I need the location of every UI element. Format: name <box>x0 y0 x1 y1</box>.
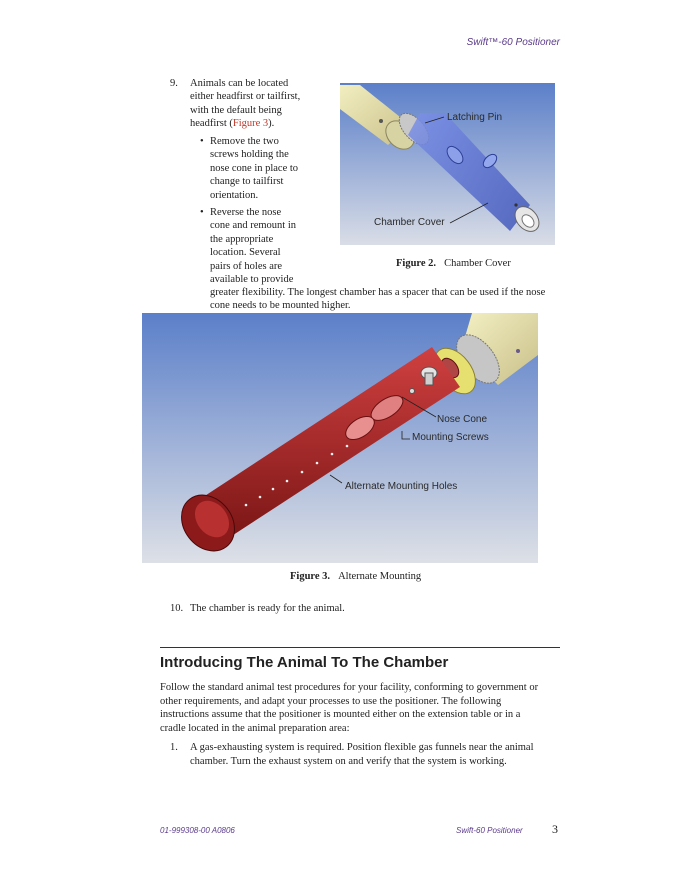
paragraph-line: other requirements, and adapt your processes to use the positioner. The following <box>160 695 502 707</box>
bullet-line: pairs of holes are <box>210 260 283 272</box>
label-alternate-mounting-holes: Alternate Mounting Holes <box>345 481 458 492</box>
label-mounting-screws: Mounting Screws <box>412 432 489 443</box>
bullet-marker: • <box>200 136 204 147</box>
section-divider <box>160 647 560 648</box>
section-title: Introducing The Animal To The Chamber <box>160 654 449 671</box>
paragraph-line: instructions assume that the positioner is mounted either on the extension table or in a <box>160 709 521 721</box>
bullet-line: cone and remount in <box>210 220 297 232</box>
alternate-mounting-illustration <box>142 313 538 563</box>
bullet-line: available to provide <box>210 274 294 286</box>
step-line: chamber. Turn the exhaust system on and verify that the system is working. <box>190 756 507 767</box>
figure-3-caption <box>290 571 421 582</box>
label-nose-cone: Nose Cone <box>437 414 488 425</box>
footer-doc-number: 01-999308-00 A0806 <box>160 826 235 835</box>
bullet-line: screws holding the <box>210 149 289 161</box>
bullet-line: change to tailfirst <box>210 176 284 188</box>
bullet-marker: • <box>200 207 204 218</box>
running-header: Swift™-60 Positioner <box>466 37 560 48</box>
figure-number: Figure 3. <box>290 571 331 582</box>
label-chamber-cover: Chamber Cover <box>374 217 445 228</box>
section-paragraph <box>160 681 562 735</box>
step-line: A gas-exhausting system is required. Position flexible gas funnels near the animal <box>190 742 534 753</box>
paragraph-line: Follow the standard animal test procedures for your facility, conforming to government or <box>160 682 539 693</box>
figure-2-image <box>340 83 555 245</box>
bullet-line: greater flexibility. The longest chamber has a spacer that can be used if the nose <box>210 287 546 298</box>
bullet-line: location. Several <box>210 247 281 259</box>
page-number: 3 <box>552 822 558 836</box>
figure-3-link[interactable]: Figure 3 <box>232 118 269 130</box>
step-line: Animals can be located <box>190 78 289 89</box>
figure-2-caption <box>396 258 511 269</box>
figure-3-image <box>142 313 538 563</box>
bullet-line: orientation. <box>210 189 259 201</box>
step-line: with the default being <box>190 104 282 116</box>
bullet-line: Remove the two <box>210 136 279 147</box>
step-line: headfirst (Figure 3). <box>190 118 275 130</box>
step-text: The chamber is ready for the animal. <box>190 603 345 614</box>
step-number: 9. <box>170 78 178 89</box>
figure-number: Figure 2. <box>396 258 437 269</box>
bullet-line: Reverse the nose <box>210 207 282 218</box>
step-number: 1. <box>170 742 178 753</box>
label-latching-pin: Latching Pin <box>447 112 503 123</box>
paragraph-line: cradle located in the animal preparation area: <box>160 722 350 734</box>
step-number: 10. <box>170 603 184 614</box>
figure-title: Alternate Mounting <box>338 571 422 582</box>
bullet-line: nose cone in place to <box>210 162 299 174</box>
figure-title: Chamber Cover <box>444 258 511 269</box>
step-line: either headfirst or tailfirst, <box>190 91 301 103</box>
bullet-line: the appropriate <box>210 233 274 245</box>
bullet-line: cone needs to be mounted higher. <box>210 300 351 312</box>
chamber-cover-illustration <box>340 83 555 245</box>
footer-product: Swift-60 Positioner <box>456 826 523 835</box>
